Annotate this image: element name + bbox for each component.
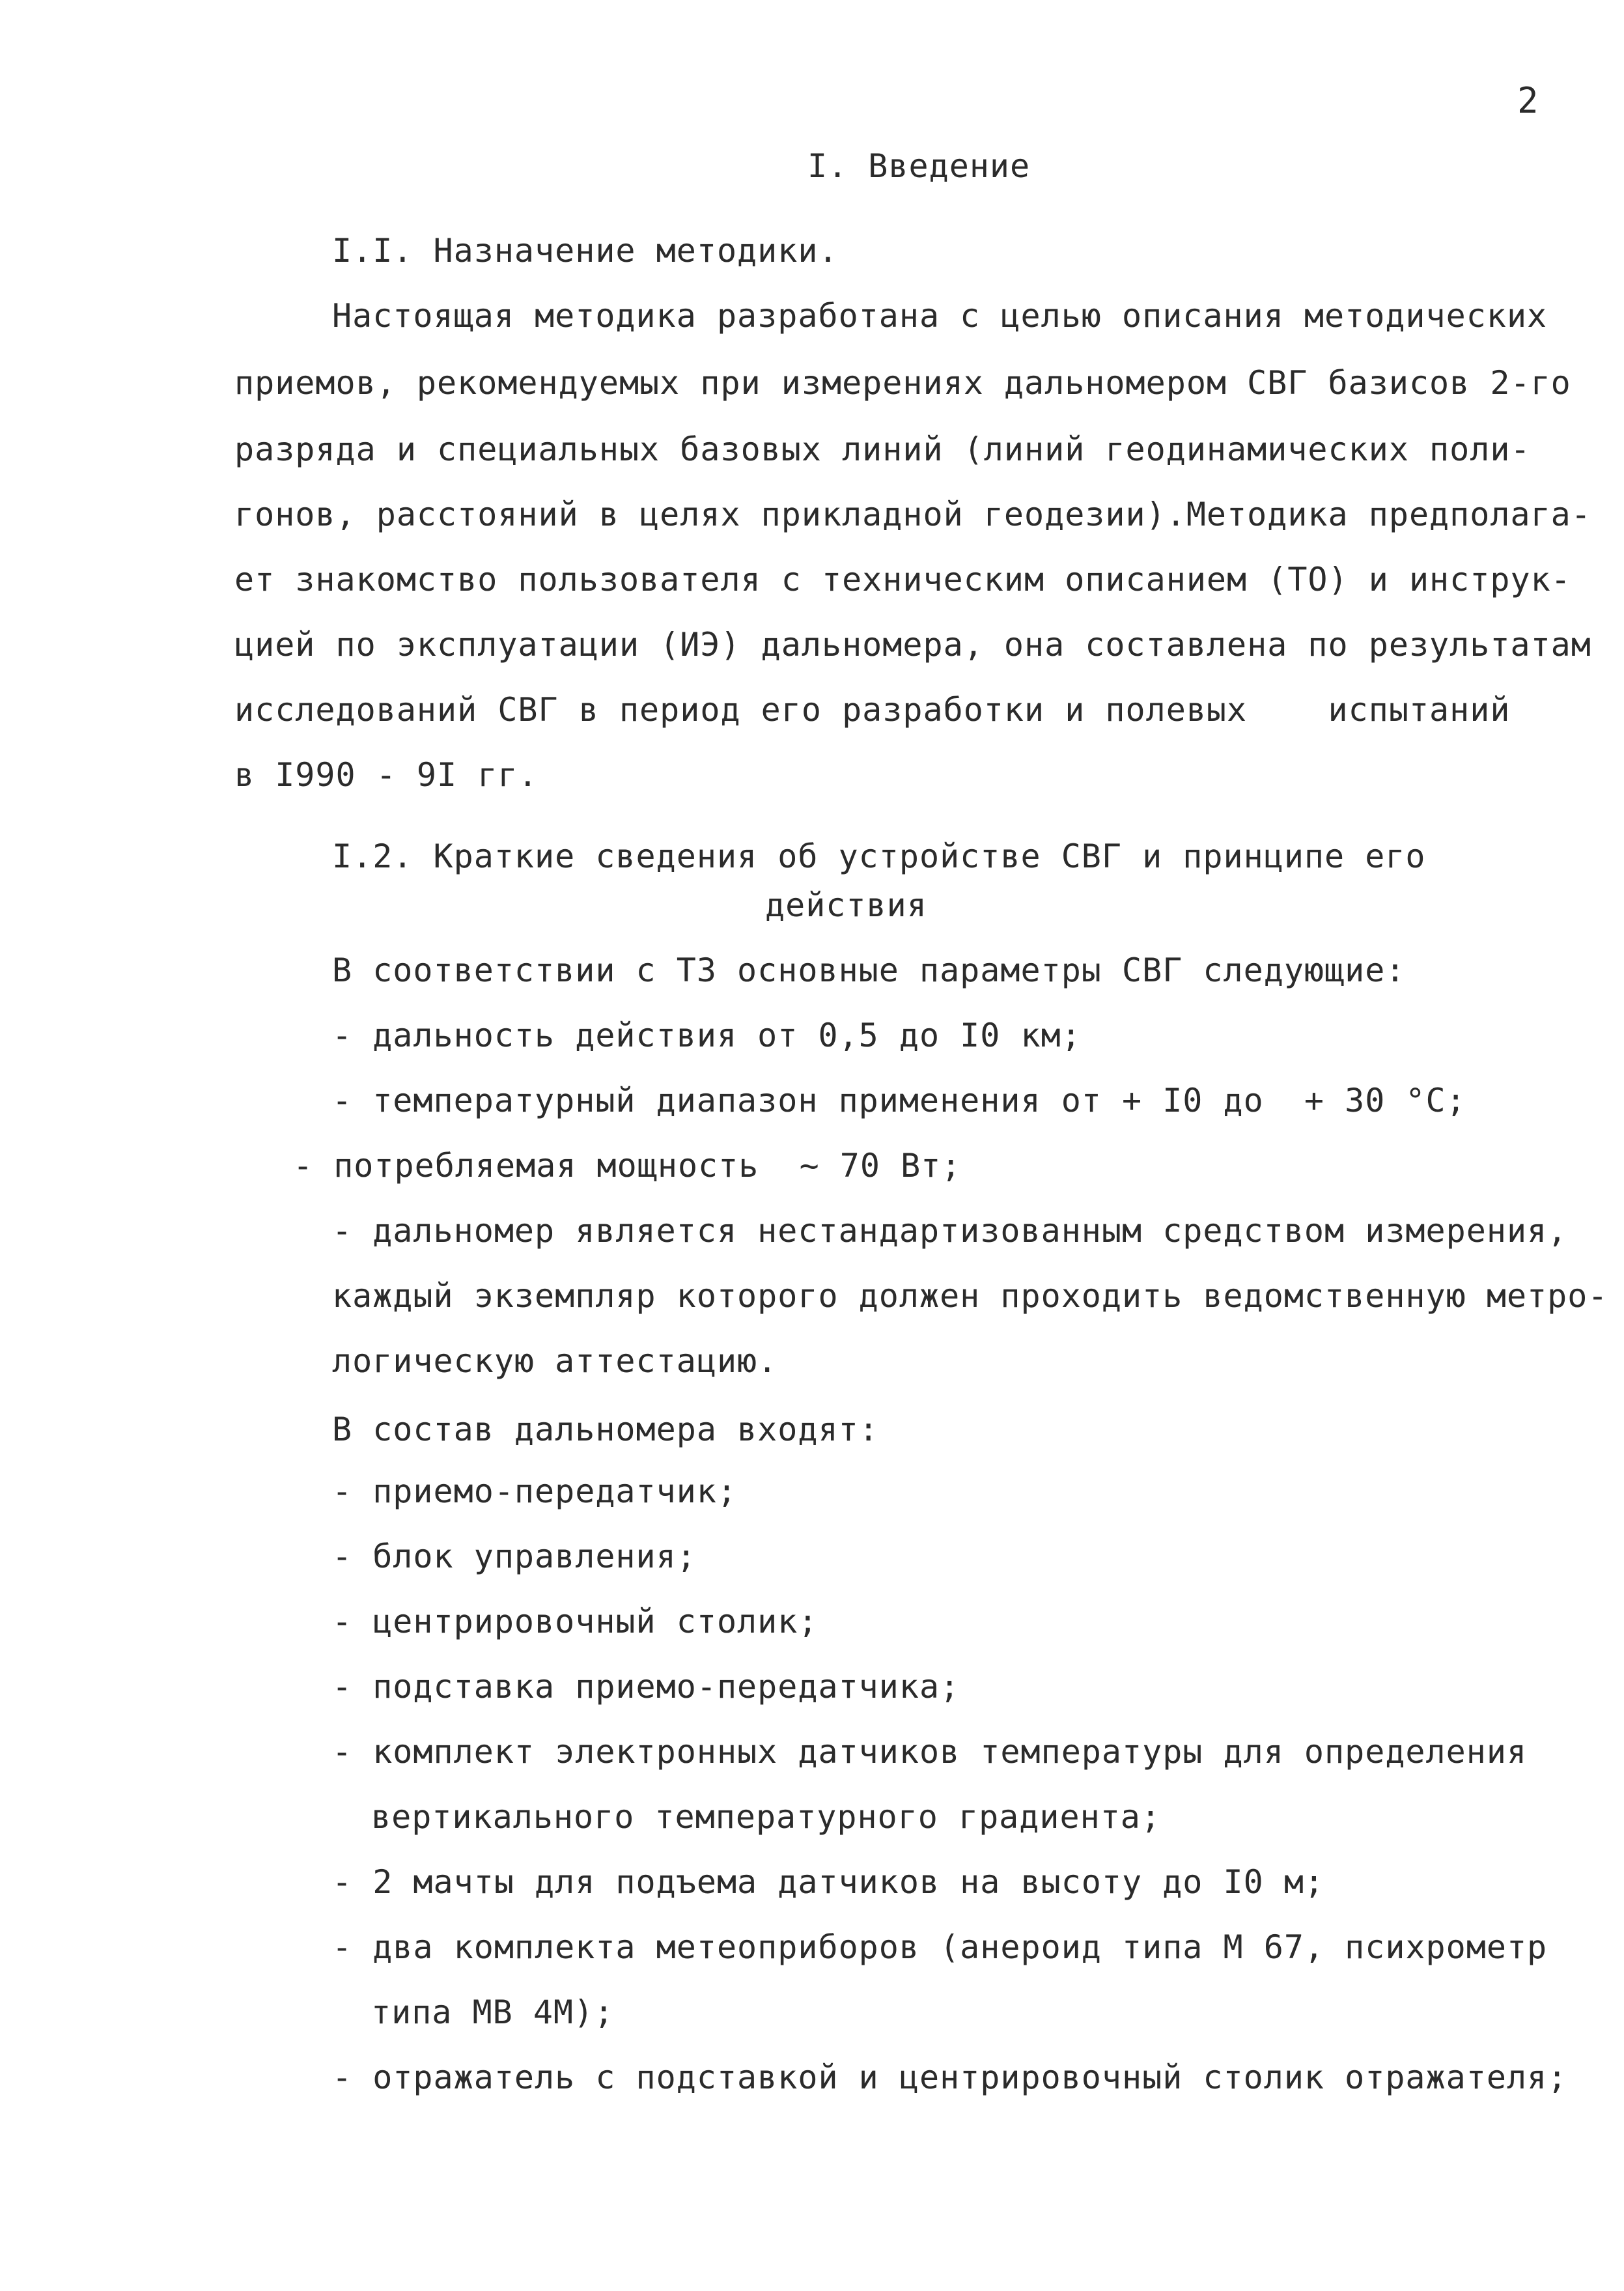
composition-list-item: - приемо-передатчик; <box>332 1472 738 1510</box>
composition-list-item: - комплект электронных датчиков температуры для определения <box>332 1733 1528 1771</box>
spec-list-continuation: логическую аттестацию. <box>332 1342 778 1380</box>
paragraph-line: ет знакомство пользователя с техническим описанием (ТО) и инструк- <box>234 561 1571 598</box>
spec-list-item: - потребляемая мощность ~ 70 Вт; <box>293 1147 962 1185</box>
composition-list-item: - блок управления; <box>332 1538 697 1575</box>
composition-intro-line: В состав дальномера входят: <box>332 1411 879 1448</box>
composition-list-item: - центрировочный столик; <box>332 1603 819 1640</box>
spec-intro-line: В соответствии с ТЗ основные параметры СВГ следующие: <box>332 951 1406 989</box>
composition-list-item: - 2 мачты для подъема датчиков на высоту до I0 м; <box>332 1863 1325 1901</box>
composition-list-continuation: типа МВ 4М); <box>371 1993 615 2031</box>
subsection-heading: I.2. Краткие сведения об устройстве СВГ и принципе его <box>332 837 1426 875</box>
spec-list-continuation: каждый экземпляр которого должен проходить ведомственную метро- <box>332 1277 1608 1315</box>
paragraph-line: в I990 - 9I гг. <box>234 756 539 794</box>
composition-list-item: - подставка приемо-передатчика; <box>332 1668 960 1706</box>
paragraph-line: разряда и специальных базовых линий (линий геодинамических поли- <box>234 430 1531 468</box>
spec-list-item: - температурный диапазон применения от + I0 до + 30 °С; <box>332 1082 1466 1119</box>
composition-list-continuation: вертикального температурного градиента; <box>371 1798 1161 1836</box>
section-title: I. Введение <box>807 147 1031 185</box>
spec-list-item: - дальномер является нестандартизованным средством измерения, <box>332 1212 1568 1250</box>
paragraph-line: приемов, рекомендуемых при измерениях дальномером СВГ базисов 2-го <box>234 364 1571 402</box>
spec-list-item: - дальность действия от 0,5 до I0 км; <box>332 1017 1082 1054</box>
subsection-heading: I.I. Назначение методики. <box>332 232 839 270</box>
paragraph-line: цией по эксплуатации (ИЭ) дальномера, она составлена по результатам <box>234 626 1591 664</box>
composition-list-item: - два комплекта метеоприборов (анероид типа М 67, психрометр <box>332 1928 1548 1966</box>
paragraph-line: Настоящая методика разработана с целью описания методических <box>332 297 1548 335</box>
composition-list-item: - отражатель с подставкой и центрировочный столик отражателя; <box>332 2059 1568 2096</box>
paragraph-line: гонов, расстояний в целях прикладной геодезии).Методика предполага- <box>234 496 1591 533</box>
subsection-heading-continuation: действия <box>765 886 927 924</box>
page-number: 2 <box>1517 80 1539 121</box>
paragraph-line: исследований СВГ в период его разработки и полевых испытаний <box>234 691 1511 729</box>
